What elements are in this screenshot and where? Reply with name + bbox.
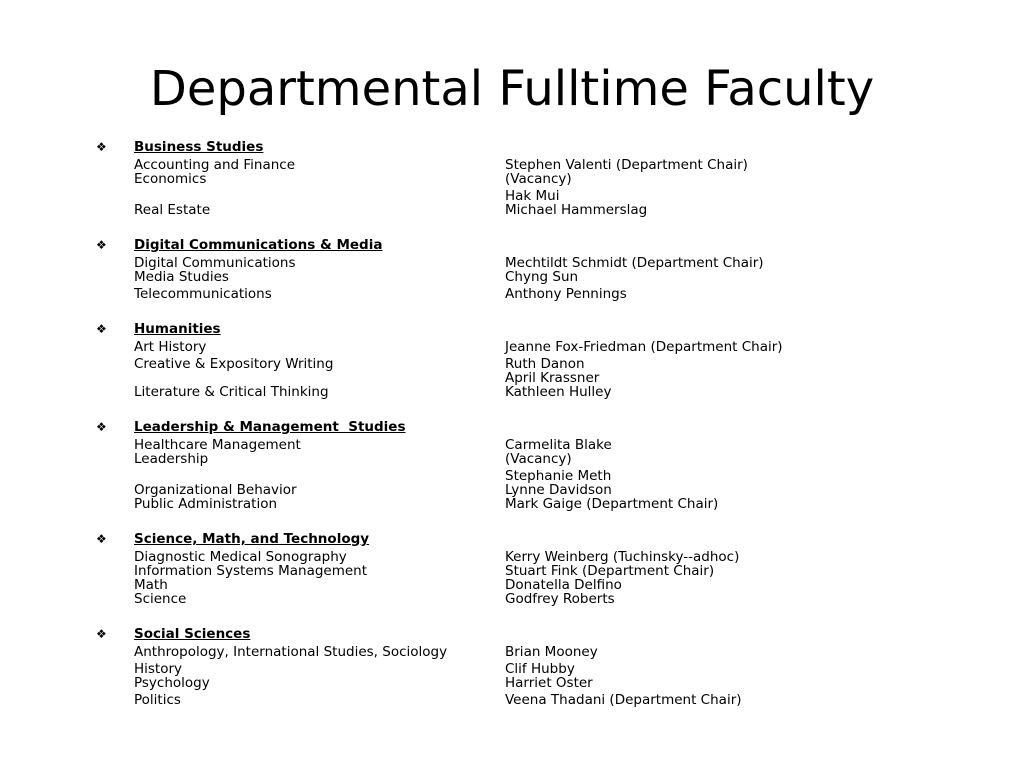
faculty-row — [96, 452, 996, 466]
faculty-row — [96, 189, 996, 203]
department-name: Leadership — [134, 451, 209, 467]
diamond-bullet-icon: ❖ — [96, 627, 107, 641]
department-name: Information Systems Management — [134, 563, 368, 579]
department-name: Art History — [134, 339, 207, 355]
department-name: Real Estate — [134, 202, 211, 218]
faculty-row — [96, 270, 996, 284]
faculty-name: Harriet Oster — [505, 675, 593, 691]
faculty-row — [96, 564, 996, 578]
faculty-row — [96, 371, 996, 385]
faculty-row — [96, 592, 996, 606]
department-name: Organizational Behavior — [134, 482, 297, 498]
faculty-name: Ruth Danon — [505, 356, 585, 372]
section-title: Leadership & Management Studies — [134, 419, 406, 435]
section-header — [96, 321, 996, 337]
faculty-name: Anthony Pennings — [505, 286, 627, 302]
faculty-row — [96, 662, 996, 676]
faculty-name: Brian Mooney — [505, 644, 598, 660]
department-name: Economics — [134, 171, 207, 187]
section-header — [96, 139, 996, 155]
department-name: Healthcare Management — [134, 437, 301, 453]
section-humanities — [96, 321, 996, 399]
section-science-math-technology — [96, 531, 996, 606]
department-name: Accounting and Finance — [134, 157, 296, 173]
section-title: Social Sciences — [134, 626, 251, 642]
section-leadership-management-studies — [96, 419, 996, 511]
faculty-name: Kerry Weinberg (Tuchinsky--adhoc) — [505, 549, 740, 565]
department-name: Digital Communications — [134, 255, 296, 271]
faculty-name: Stephen Valenti (Department Chair) — [505, 157, 748, 173]
faculty-name: April Krassner — [505, 370, 600, 386]
faculty-name: Lynne Davidson — [505, 482, 612, 498]
diamond-bullet-icon: ❖ — [96, 238, 107, 252]
faculty-row — [96, 172, 996, 186]
department-name: Math — [134, 577, 168, 593]
faculty-name: Michael Hammerslag — [505, 202, 648, 218]
faculty-row — [96, 550, 996, 564]
section-business-studies — [96, 139, 996, 217]
section-digital-communications-media — [96, 237, 996, 301]
diamond-bullet-icon: ❖ — [96, 140, 107, 154]
department-name: Anthropology, International Studies, Sociology — [134, 644, 448, 660]
faculty-row — [96, 578, 996, 592]
faculty-list — [96, 139, 996, 727]
department-name: Creative & Expository Writing — [134, 356, 334, 372]
faculty-row — [96, 497, 996, 511]
department-name: History — [134, 661, 183, 677]
faculty-row — [96, 357, 996, 371]
department-name: Politics — [134, 692, 181, 708]
faculty-row — [96, 483, 996, 497]
faculty-name: Stephanie Meth — [505, 468, 612, 484]
faculty-name: Donatella Delfino — [505, 577, 622, 593]
faculty-row — [96, 645, 996, 659]
section-title: Humanities — [134, 321, 221, 337]
department-name: Telecommunications — [134, 286, 272, 302]
section-header — [96, 419, 996, 435]
faculty-row — [96, 287, 996, 301]
department-name: Literature & Critical Thinking — [134, 384, 329, 400]
department-name: Media Studies — [134, 269, 229, 285]
faculty-row — [96, 469, 996, 483]
faculty-name: Stuart Fink (Department Chair) — [505, 563, 715, 579]
faculty-row — [96, 256, 996, 270]
faculty-row — [96, 676, 996, 690]
faculty-name: Veena Thadani (Department Chair) — [505, 692, 742, 708]
faculty-name: Chyng Sun — [505, 269, 579, 285]
faculty-name: Clif Hubby — [505, 661, 575, 677]
faculty-row — [96, 438, 996, 452]
section-title: Science, Math, and Technology — [134, 531, 370, 547]
department-name: Diagnostic Medical Sonography — [134, 549, 347, 565]
faculty-row — [96, 158, 996, 172]
faculty-name: Jeanne Fox-Friedman (Department Chair) — [505, 339, 783, 355]
diamond-bullet-icon: ❖ — [96, 420, 107, 434]
faculty-name: Carmelita Blake — [505, 437, 612, 453]
section-social-sciences — [96, 626, 996, 707]
section-header — [96, 237, 996, 253]
faculty-row — [96, 340, 996, 354]
faculty-name: Godfrey Roberts — [505, 591, 615, 607]
faculty-name: Hak Mui — [505, 188, 560, 204]
faculty-name: Mechtildt Schmidt (Department Chair) — [505, 255, 764, 271]
faculty-name: Kathleen Hulley — [505, 384, 612, 400]
department-name: Public Administration — [134, 496, 278, 512]
faculty-name: Mark Gaige (Department Chair) — [505, 496, 719, 512]
department-name: Psychology — [134, 675, 210, 691]
department-name: Science — [134, 591, 187, 607]
section-title: Digital Communications & Media — [134, 237, 383, 253]
diamond-bullet-icon: ❖ — [96, 532, 107, 546]
slide-title: Departmental Fulltime Faculty — [149, 61, 875, 117]
faculty-row — [96, 693, 996, 707]
faculty-name: (Vacancy) — [505, 451, 572, 467]
faculty-row — [96, 203, 996, 217]
faculty-name: (Vacancy) — [505, 171, 572, 187]
section-title: Business Studies — [134, 139, 264, 155]
section-header — [96, 626, 996, 642]
section-header — [96, 531, 996, 547]
diamond-bullet-icon: ❖ — [96, 322, 107, 336]
faculty-row — [96, 385, 996, 399]
